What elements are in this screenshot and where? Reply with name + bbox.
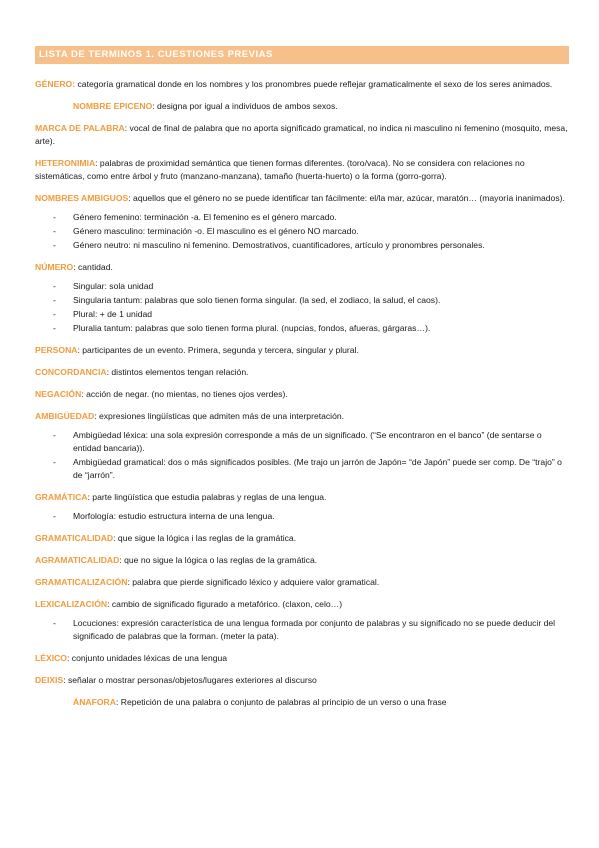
list-item: - Ambigüedad léxica: una sola expresión corresponde a más de un significado. (“Se encontraron en el banco” (de sentarse o entidad bancaria)). bbox=[53, 430, 542, 453]
entry-deixis bbox=[35, 674, 569, 687]
term-anafora: ÁNAFORA bbox=[73, 697, 116, 707]
term-marca: MARCA DE PALABRA bbox=[35, 123, 125, 133]
entry-gramaticalidad bbox=[35, 532, 569, 545]
entry-lexicalizacion bbox=[35, 598, 569, 611]
entry-genero bbox=[35, 78, 569, 91]
entry-lexico bbox=[35, 652, 569, 665]
def-gramaticalizacion: : palabra que pierde significado léxico y adquiere valor gramatical. bbox=[127, 577, 380, 587]
list-item: - Género femenino: terminación -a. El femenino es el género marcado. bbox=[53, 212, 337, 222]
entry-epiceno bbox=[73, 100, 569, 113]
def-ambiguedad: : expresiones lingüísticas que admiten más de una interpretación. bbox=[94, 411, 345, 421]
def-anafora: : Repetición de una palabra o conjunto de palabras al principio de un verso o una frase bbox=[115, 697, 447, 707]
term-gramaticalidad: GRAMATICALIDAD bbox=[35, 533, 114, 543]
entry-gramatica bbox=[35, 491, 569, 504]
list-item: - Ambigüedad gramatical: dos o más significados posibles. (Me trajo un jarrón de Japón= “de Japón” puede ser comp. De “trajo” o de “jarrón”. bbox=[53, 457, 562, 480]
list-item: - Género masculino: terminación -o. El masculino es el género NO marcado. bbox=[53, 226, 359, 236]
term-negacion: NEGACIÓN bbox=[35, 389, 82, 399]
entry-negacion bbox=[35, 388, 569, 401]
term-lexico: LÉXICO bbox=[35, 653, 67, 663]
def-lexicalizacion: : cambio de significado figurado a metafórico. (claxon, celo…) bbox=[107, 599, 343, 609]
list-item: - Pluralia tantum: palabras que solo tienen forma plural. (nupcias, fondos, afueras, gárgaras…). bbox=[53, 323, 431, 333]
term-numero: NÚMERO bbox=[35, 262, 74, 272]
entry-concordancia bbox=[35, 366, 569, 379]
term-persona: PERSONA bbox=[35, 345, 78, 355]
term-gramatica: GRAMÁTICA bbox=[35, 492, 88, 502]
def-concordancia: : distintos elementos tengan relación. bbox=[106, 367, 249, 377]
term-heteronimia: HETERONIMIA bbox=[35, 158, 96, 168]
def-gramaticalidad: : que sigue la lógica i las reglas de la gramática. bbox=[113, 533, 297, 543]
def-ambiguos: : aquellos que el género no se puede identificar tan fácilmente: el/la mar, azúcar, maratón… (mayoría inanimados). bbox=[128, 193, 565, 203]
def-numero: : cantidad. bbox=[73, 262, 113, 272]
document-page bbox=[35, 46, 569, 718]
section-header: LISTA DE TERMINOS 1. CUESTIONES PREVIAS bbox=[35, 46, 569, 64]
list-lexicalizacion bbox=[35, 617, 569, 643]
term-epiceno: NOMBRE EPICENO bbox=[73, 101, 153, 111]
def-genero: categoría gramatical donde en los nombres y los pronombres puede reflejar gramaticalmente el sexo de los seres animados. bbox=[75, 79, 553, 89]
term-ambiguedad: AMBIGÜEDAD bbox=[35, 411, 95, 421]
def-persona: : participantes de un evento. Primera, segunda y tercera, singular y plural. bbox=[77, 345, 359, 355]
list-item: - Singular: sola unidad bbox=[53, 281, 154, 291]
list-ambiguedad bbox=[35, 429, 569, 482]
def-epiceno: : designa por igual a individuos de ambos sexos. bbox=[152, 101, 338, 111]
def-lexico: : conjunto unidades léxicas de una lengua bbox=[67, 653, 228, 663]
list-item: - Singularia tantum: palabras que solo tienen forma singular. (la sed, el zodiaco, la salud, el caos). bbox=[53, 295, 441, 305]
list-genero bbox=[35, 211, 569, 252]
entry-ambiguedad bbox=[35, 410, 569, 423]
entry-anafora bbox=[73, 696, 569, 709]
list-item: - Género neutro: ni masculino ni femenino. Demostrativos, cuantificadores, artículo y pronombres personales. bbox=[53, 240, 485, 250]
entry-heteronimia bbox=[35, 157, 569, 183]
list-gramatica bbox=[35, 510, 569, 523]
def-gramatica: : parte lingüística que estudia palabras y reglas de una lengua. bbox=[87, 492, 327, 502]
term-deixis: DEIXIS bbox=[35, 675, 64, 685]
def-heteronimia: : palabras de proximidad semántica que tienen formas diferentes. (toro/vaca). No se considera con relaciones no sistemáticas, como entre árbol y fruto (manzano-manzana), tamaño (huerta-huerto) o la forma (gorro-gorra). bbox=[35, 158, 525, 181]
list-item: - Plural: + de 1 unidad bbox=[53, 309, 153, 319]
list-numero bbox=[35, 280, 569, 335]
list-item: - Locuciones: expresión característica de una lengua formada por conjunto de palabras y su significado no se puede deducir del significado de palabras que la forman. (meter la pata). bbox=[53, 618, 556, 641]
term-lexicalizacion: LEXICALIZACIÓN bbox=[35, 599, 108, 609]
def-marca: : vocal de final de palabra que no aporta significado gramatical, no indica ni masculino ni femenino (mosquito, mesa, arte). bbox=[35, 123, 568, 146]
entry-agramaticalidad bbox=[35, 554, 569, 567]
entry-gramaticalizacion bbox=[35, 576, 569, 589]
def-deixis: : señalar o mostrar personas/objetos/lugares exteriores al discurso bbox=[63, 675, 317, 685]
entry-numero bbox=[35, 261, 569, 274]
def-agramaticalidad: : que no sigue la lógica o las reglas de la gramática. bbox=[119, 555, 318, 565]
term-ambiguos: NOMBRES AMBIGUOS bbox=[35, 193, 129, 203]
entry-persona bbox=[35, 344, 569, 357]
def-negacion: : acción de negar. (no mientas, no tienes ojos verdes). bbox=[81, 389, 288, 399]
term-genero: GÉNERO: bbox=[35, 79, 76, 89]
entry-ambiguos bbox=[35, 192, 569, 205]
term-concordancia: CONCORDANCIA bbox=[35, 367, 107, 377]
term-gramaticalizacion: GRAMATICALIZACIÓN bbox=[35, 577, 128, 587]
entry-marca bbox=[35, 122, 569, 148]
list-item: - Morfología: estudio estructura interna de una lengua. bbox=[53, 511, 275, 521]
term-agramaticalidad: AGRAMATICALIDAD bbox=[35, 555, 120, 565]
